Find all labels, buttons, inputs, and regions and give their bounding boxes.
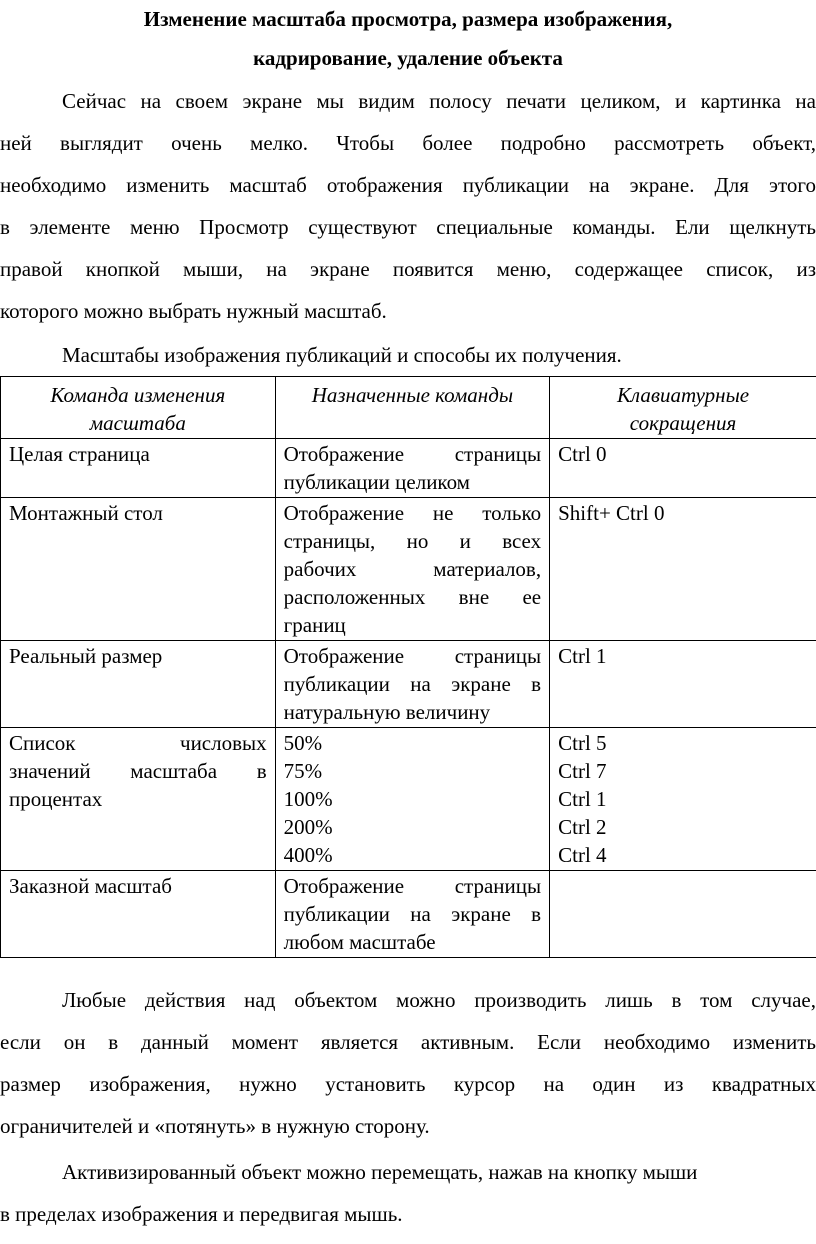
paragraph-line: если он в данный момент является активным. Если необходимо изменить: [0, 1030, 816, 1054]
cell-text: Ctrl 4: [558, 843, 607, 867]
header-text: сокращения: [629, 411, 737, 435]
cell-assigned: [275, 439, 549, 498]
cell-text: Ctrl 7: [558, 759, 607, 783]
move-paragraph: [0, 1151, 816, 1235]
cell-text: 75%: [283, 759, 323, 783]
cell-shortcut: [550, 871, 816, 958]
intro-line: правой кнопкой мыши, на экране появится меню, содержащее список, из: [0, 257, 816, 281]
cell-shortcut: [550, 728, 816, 871]
cell-text: публикации на экране в: [283, 902, 542, 926]
cell-text: границ: [283, 613, 346, 637]
page-title-line-2: кадрирование, удаление объекта: [253, 46, 563, 70]
header-command: [1, 377, 276, 439]
cell-text: значений масштаба в: [9, 759, 267, 783]
cell-command: [1, 439, 276, 498]
page-title-line-1: Изменение масштаба просмотра, размера изображения,: [143, 7, 673, 31]
cell-text: Список числовых: [9, 731, 267, 755]
table-row: [1, 871, 816, 958]
intro-line: необходимо изменить масштаб отображения публикации на экране. Для этого: [0, 173, 816, 197]
cell-text: Заказной масштаб: [9, 874, 172, 898]
cell-shortcut: [550, 641, 816, 728]
table-row: [1, 498, 816, 641]
zoom-commands-table: [0, 376, 816, 958]
cell-text: процентах: [9, 787, 103, 811]
paragraph-line: ограничителей и «потянуть» в нужную сторону.: [0, 1114, 430, 1138]
selection-paragraph: [0, 979, 816, 1147]
cell-text: Ctrl 5: [558, 731, 607, 755]
cell-text: публикации целиком: [283, 470, 470, 494]
cell-assigned: [275, 641, 549, 728]
cell-text: Реальный размер: [9, 644, 163, 668]
intro-line: в элементе меню Просмотр существуют специальные команды. Ели щелкнуть: [0, 215, 816, 239]
cell-text: расположенных вне ее: [283, 585, 542, 609]
cell-command: [1, 728, 276, 871]
cell-shortcut: [550, 439, 816, 498]
cell-text: 100%: [283, 787, 333, 811]
cell-text: рабочих материалов,: [283, 557, 542, 581]
cell-command: [1, 871, 276, 958]
cell-assigned: [275, 498, 549, 641]
cell-text: 200%: [283, 815, 333, 839]
cell-text: Отображение страницы: [283, 442, 542, 466]
header-text: масштаба: [89, 411, 186, 435]
table-row: [1, 641, 816, 728]
paragraph-line: Любые действия над объектом можно производить лишь в том случае,: [62, 988, 816, 1012]
cell-text: любом масштабе: [283, 930, 436, 954]
intro-paragraph: [0, 80, 816, 332]
cell-text: Ctrl 1: [558, 787, 607, 811]
cell-text: Отображение страницы: [283, 874, 542, 898]
header-text: Клавиатурные: [616, 383, 750, 407]
intro-line: которого можно выбрать нужный масштаб.: [0, 299, 387, 323]
cell-text: 50%: [283, 731, 323, 755]
cell-text: 400%: [283, 843, 333, 867]
cell-command: [1, 641, 276, 728]
header-assigned: [275, 377, 549, 439]
intro-line: ней выглядит очень мелко. Чтобы более подробно рассмотреть объект,: [0, 131, 816, 155]
paragraph-line: Активизированный объект можно перемещать, нажав на кнопку мыши: [62, 1160, 698, 1184]
cell-assigned: [275, 728, 549, 871]
header-text: Назначенные команды: [311, 383, 514, 407]
cell-assigned: [275, 871, 549, 958]
cell-text: Монтажный стол: [9, 501, 163, 525]
cell-shortcut: [550, 498, 816, 641]
cell-text: Ctrl 0: [558, 442, 607, 466]
paragraph-line: размер изображения, нужно установить курсор на один из квадратных: [0, 1072, 816, 1096]
cell-text: натуральную величину: [283, 700, 491, 724]
cell-text: Ctrl 1: [558, 644, 607, 668]
table-row: [1, 728, 816, 871]
table-caption: Масштабы изображения публикаций и способы их получения.: [62, 343, 622, 367]
cell-text: Целая страница: [9, 442, 150, 466]
header-text: Команда изменения: [50, 383, 226, 407]
header-shortcut: [550, 377, 816, 439]
cell-text: страницы, но и всех: [283, 529, 542, 553]
table-header-row: [1, 377, 816, 439]
table-row: [1, 439, 816, 498]
cell-text: Shift+ Ctrl 0: [558, 501, 665, 525]
cell-command: [1, 498, 276, 641]
cell-text: публикации на экране в: [283, 672, 542, 696]
intro-line: Сейчас на своем экране мы видим полосу печати целиком, и картинка на: [62, 89, 816, 113]
cell-text: Отображение не только: [283, 501, 542, 525]
cell-text: Ctrl 2: [558, 815, 607, 839]
cell-text: Отображение страницы: [283, 644, 542, 668]
paragraph-line: в пределах изображения и передвигая мышь.: [0, 1202, 403, 1226]
